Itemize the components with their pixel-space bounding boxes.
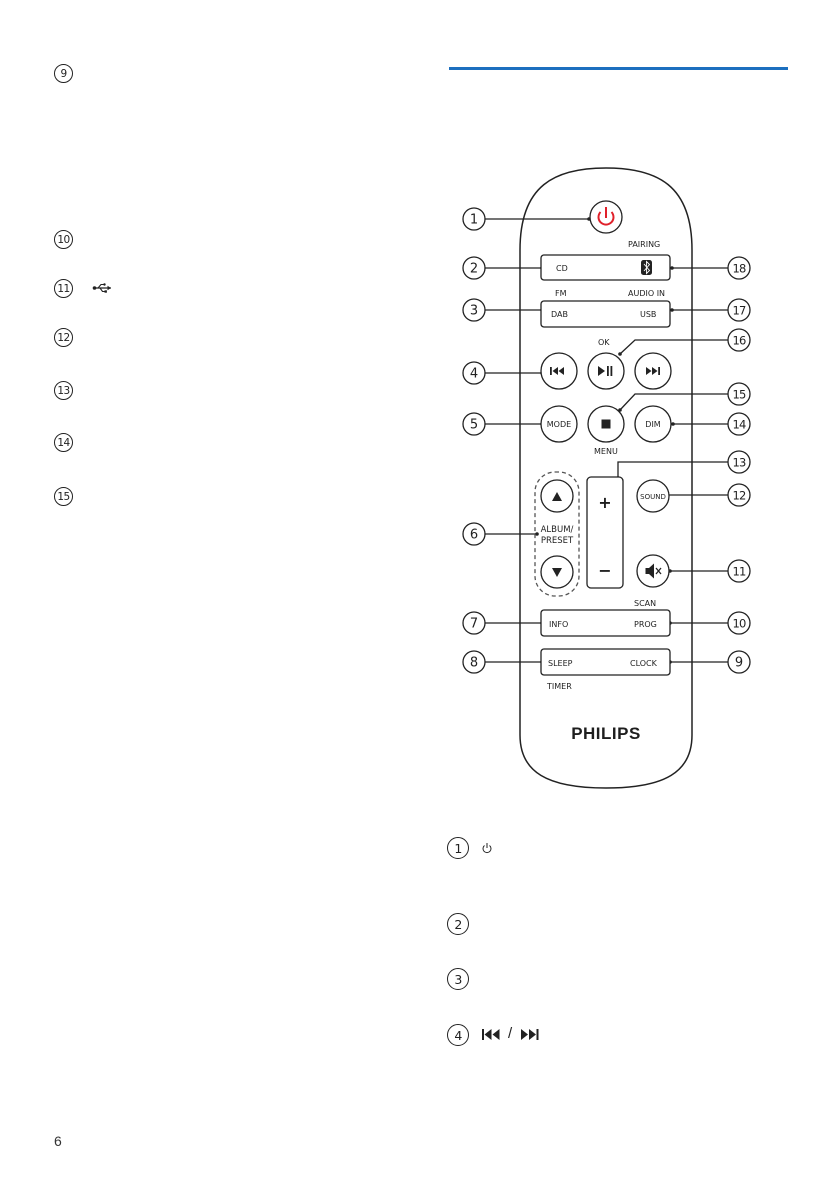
callout-5 <box>463 413 485 435</box>
item-number-10: 10 <box>54 230 73 249</box>
dim-button[interactable] <box>635 406 671 442</box>
callout-16 <box>728 329 750 351</box>
callout-1 <box>463 208 485 230</box>
dab-label: DAB <box>551 310 568 319</box>
previous-next-separator: / <box>508 1025 513 1042</box>
prog-label: PROG <box>634 620 657 629</box>
clock-label: CLOCK <box>630 659 657 668</box>
sound-button[interactable] <box>637 480 669 512</box>
svg-text:18: 18 <box>732 261 746 276</box>
callout-10 <box>728 612 750 634</box>
mode-button[interactable] <box>541 406 577 442</box>
section-rule <box>449 67 788 70</box>
pairing-label: PAIRING <box>628 240 661 249</box>
item-number-12: 12 <box>54 328 73 347</box>
svg-text:4: 4 <box>469 366 479 382</box>
svg-text:17: 17 <box>732 303 746 318</box>
callout-14 <box>728 413 750 435</box>
item-number-14: 14 <box>54 433 73 452</box>
sleep-label: SLEEP <box>548 659 573 668</box>
previous-next-icon <box>481 1027 551 1048</box>
mode-label: MODE <box>546 420 572 429</box>
power-button[interactable] <box>590 201 622 233</box>
callout-12 <box>728 484 750 506</box>
album-preset-up-button[interactable] <box>541 480 573 512</box>
play-pause-button[interactable] <box>588 353 624 389</box>
svg-text:9: 9 <box>734 655 744 671</box>
ok-label: OK <box>598 338 610 347</box>
callout-4 <box>463 362 485 384</box>
callout-15 <box>728 383 750 405</box>
menu-label: MENU <box>594 447 618 456</box>
next-button[interactable] <box>635 353 671 389</box>
power-icon <box>481 841 493 859</box>
callout-3 <box>463 299 485 321</box>
callout-6 <box>463 523 485 545</box>
item-number-13: 13 <box>54 381 73 400</box>
sound-label: SOUND <box>640 493 666 501</box>
callout-8 <box>463 651 485 673</box>
audio-in-label: AUDIO IN <box>628 289 666 298</box>
callout-18 <box>728 257 750 279</box>
philips-logo: PHILIPS <box>571 724 641 743</box>
previous-button[interactable] <box>541 353 577 389</box>
svg-text:7: 7 <box>469 616 479 632</box>
info-label: INFO <box>549 620 569 629</box>
svg-text:2: 2 <box>469 261 479 277</box>
svg-text:8: 8 <box>469 655 479 671</box>
album-preset-down-button[interactable] <box>541 556 573 588</box>
svg-text:14: 14 <box>732 417 746 432</box>
bluetooth-icon <box>641 260 652 275</box>
item-number-15: 15 <box>54 487 73 506</box>
item-number-1: 1 <box>447 837 469 859</box>
volume-up-label: + <box>598 493 612 512</box>
callout-11 <box>728 560 750 582</box>
callout-9 <box>728 651 750 673</box>
svg-text:3: 3 <box>469 303 479 319</box>
mute-button[interactable] <box>637 555 669 587</box>
remote-control-diagram <box>440 160 780 800</box>
item-number-11: 11 <box>54 279 73 298</box>
svg-text:15: 15 <box>732 387 746 402</box>
svg-text:5: 5 <box>469 417 479 433</box>
stop-icon <box>602 420 611 429</box>
timer-label: TIMER <box>547 682 572 691</box>
svg-text:1: 1 <box>469 212 479 228</box>
callout-13 <box>728 451 750 473</box>
svg-text:6: 6 <box>469 527 479 543</box>
callout-2 <box>463 257 485 279</box>
cd-label: CD <box>556 264 568 273</box>
scan-label: SCAN <box>634 599 657 608</box>
volume-down-label: − <box>598 561 612 580</box>
svg-text:13: 13 <box>732 455 746 470</box>
item-number-3: 3 <box>447 968 469 990</box>
page-number: 6 <box>54 1133 62 1149</box>
svg-text:11: 11 <box>732 564 746 579</box>
item-number-4: 4 <box>447 1024 469 1046</box>
usb-label: USB <box>640 310 657 319</box>
svg-text:12: 12 <box>732 488 746 503</box>
preset-label: PRESET <box>540 536 574 546</box>
svg-text:10: 10 <box>732 616 746 631</box>
item-number-9: 9 <box>54 64 73 83</box>
album-label: ALBUM/ <box>540 525 574 535</box>
fm-label: FM <box>555 289 567 298</box>
svg-text:16: 16 <box>732 333 746 348</box>
callout-7 <box>463 612 485 634</box>
callout-17 <box>728 299 750 321</box>
usb-icon <box>92 281 114 299</box>
dim-label: DIM <box>645 420 661 429</box>
stop-button[interactable] <box>588 406 624 442</box>
item-number-2: 2 <box>447 913 469 935</box>
